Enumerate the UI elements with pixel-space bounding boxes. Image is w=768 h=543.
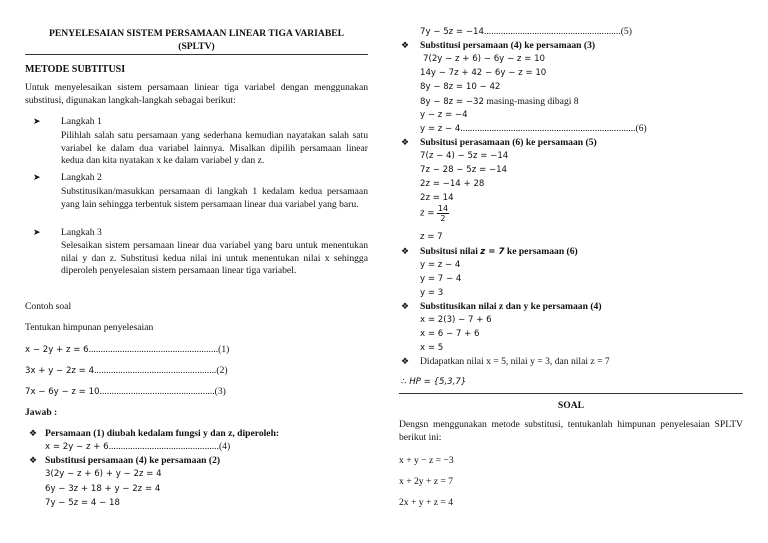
equation-3-number: (3) [214, 386, 226, 397]
step3-line-2: 14y − 7z + 42 − 6y − z = 10 [420, 68, 547, 78]
step4-title: Subsitusi perasamaan (6) ke persamaan (5) [420, 137, 597, 148]
step3-line-3: 8y − 8z = 10 − 42 [420, 82, 501, 92]
soal-intro: Dengsn menggunakan metode substitusi, tentukanlah himpunan penyelesaian SPLTV berikut ini: [399, 419, 743, 443]
equation-1-number: (1) [218, 344, 230, 355]
step-3-label: Langkah 3 [61, 227, 102, 238]
equation-5 [420, 26, 632, 37]
step-2-label: Langkah 2 [61, 172, 102, 183]
soal-equation-2: x + 2y + z = 7 [399, 476, 454, 487]
step4-line-2: 7z − 28 − 5z = −14 [420, 165, 508, 175]
step1-number: (4) [218, 441, 231, 452]
step2-line-2: 6y − 3z + 18 + y − 2z = 4 [45, 484, 161, 494]
diamond-bullet-icon: ❖ [29, 455, 38, 465]
step6-line-3: x = 5 [420, 343, 444, 353]
step6-line-2: x = 6 − 7 + 6 [420, 329, 480, 339]
fraction-lhs: z = [420, 208, 435, 219]
diamond-bullet-icon: ❖ [401, 356, 410, 366]
diamond-bullet-icon: ❖ [29, 428, 38, 438]
equation-5-number: (5) [620, 26, 632, 37]
equation-5-expr: 7y − 5z = −14 [420, 27, 484, 37]
step4-line-4: 2z = 14 [420, 193, 454, 203]
himpunan-penyelesaian: ∴ HP = {5,3,7} [401, 377, 467, 387]
step2-line-1: 3(2y − z + 6) + y − 2z = 4 [45, 469, 162, 479]
leader-dots: ................................................... [94, 365, 217, 376]
step-3-text: Selesaikan sistem persamaan linear dua variabel yang baru untuk menentukan nilai y dan z. Substitusi kedua nilai ini untuk menentukan nilai x sehingga diperoleh penyelesaian sistem persamaan linear tiga variabel. [61, 240, 368, 277]
step5-title-b: ke persamaan (6) [506, 246, 578, 257]
step5-title [420, 246, 578, 257]
leader-dots: ...................................................... [88, 344, 219, 355]
step6-title: Substitusikan nilai z dan y ke persamaan (4) [420, 301, 602, 312]
equation-2-expr: 3x + y − 2z = 4 [25, 366, 95, 376]
step1-title: Persamaan (1) diubah kedalam fungsi y dan z, diperoleh: [45, 428, 280, 439]
step-1-label: Langkah 1 [61, 116, 102, 127]
equation-3-expr: 7x − 6y − z = 10 [25, 387, 100, 397]
step3-line-4-note: masing-masing dibagi 8 [486, 96, 579, 107]
title-line-2: (SPLTV) [178, 41, 215, 52]
leader-dots: ......................................................................... [460, 123, 636, 134]
step5-title-a: Subsitusi nilai [420, 246, 478, 257]
diamond-bullet-icon: ❖ [401, 40, 410, 50]
step-2-text: Substitusikan/masukkan persamaan di langkah 1 kedalam kedua persamaan yang lain sehingga terbentuk sistem persamaan linear dua variabel yang baru. [61, 186, 368, 210]
diamond-bullet-icon: ❖ [401, 301, 410, 311]
step5-line-1: y = z − 4 [420, 260, 461, 270]
step3-line-5: y − z = −4 [420, 110, 468, 120]
leader-dots: .............................................. [108, 441, 219, 452]
fraction-numerator: 14 [437, 204, 449, 213]
intro-paragraph: Untuk menyelesaikan sistem persamaan liniear tiga variabel dengan menggunakan substitusi, digunakan langkah-langkah sebagai berikut: [25, 82, 368, 106]
fraction-denominator: 2 [440, 214, 446, 223]
title-line-1: PENYELESAIAN SISTEM PERSAMAAN LINEAR TIGA VARIABEL [48, 28, 345, 39]
equation-1 [25, 344, 229, 355]
step5-line-2: y = 7 − 4 [420, 274, 462, 284]
leader-dots: ................................................ [99, 386, 215, 397]
step2-title: Substitusi persamaan (4) ke persamaan (2) [45, 455, 221, 466]
tentukan-label: Tentukan himpunan penyelesaian [25, 322, 154, 333]
equation-6-number: (6) [635, 123, 647, 134]
equation-6 [420, 123, 647, 134]
arrow-bullet-icon: ➤ [33, 116, 41, 126]
contoh-soal-label: Contoh soal [25, 301, 72, 312]
step5-line-3: y = 3 [420, 288, 444, 298]
method-heading: METODE SUBTITUSI [25, 64, 126, 75]
step2-line-3: 7y − 5z = 4 − 18 [45, 498, 120, 508]
step4-line-3: 2z = −14 + 28 [420, 179, 485, 189]
equation-6-expr: y = z − 4 [420, 124, 461, 134]
step6-line-1: x = 2(3) − 7 + 6 [420, 315, 492, 325]
step4-line-1: 7(z − 4) − 5z = −14 [420, 151, 509, 161]
title-divider [25, 54, 368, 55]
equation-3 [25, 386, 226, 397]
section-divider [399, 393, 743, 394]
step3-title: Substitusi persamaan (4) ke persamaan (3) [420, 40, 596, 51]
step4-fraction-line [420, 204, 449, 223]
step3-line-4 [420, 96, 579, 107]
arrow-bullet-icon: ➤ [33, 172, 41, 182]
step1-expr: x = 2y − z + 6 [45, 442, 109, 452]
equation-2-number: (2) [216, 365, 228, 376]
step5-title-math: z = 7 [480, 247, 505, 257]
conclusion-text: Didapatkan nilai x = 5, nilai y = 3, dan nilai z = 7 [420, 356, 610, 367]
step3-line-1: 7(2y − z + 6) − 6y − z = 10 [423, 54, 546, 64]
equation-2 [25, 365, 228, 376]
step1-equation [45, 441, 230, 452]
soal-equation-1: x + y − z = −3 [399, 455, 454, 466]
step4-result: z = 7 [420, 232, 443, 242]
step-1-text: Pilihlah salah satu persamaan yang sederhana kemudian nayatakan salah satu variabel ke dalam dua variabel lainnya. Misalkan dipilih persamaan linear kedua dan kita nyatakan x ke dalam variabel y dan z. [61, 130, 368, 167]
leader-dots: ......................................................... [484, 26, 621, 37]
diamond-bullet-icon: ❖ [401, 137, 410, 147]
fraction [437, 204, 449, 223]
jawab-label: Jawab : [25, 407, 58, 418]
soal-equation-3: 2x + y + z = 4 [399, 497, 454, 508]
step3-line-4-expr: 8y − 8z = −32 [420, 97, 484, 107]
arrow-bullet-icon: ➤ [33, 227, 41, 237]
document-title [25, 27, 368, 53]
diamond-bullet-icon: ❖ [401, 246, 410, 256]
soal-heading: SOAL [557, 400, 585, 411]
equation-1-expr: x − 2y + z = 6 [25, 345, 89, 355]
